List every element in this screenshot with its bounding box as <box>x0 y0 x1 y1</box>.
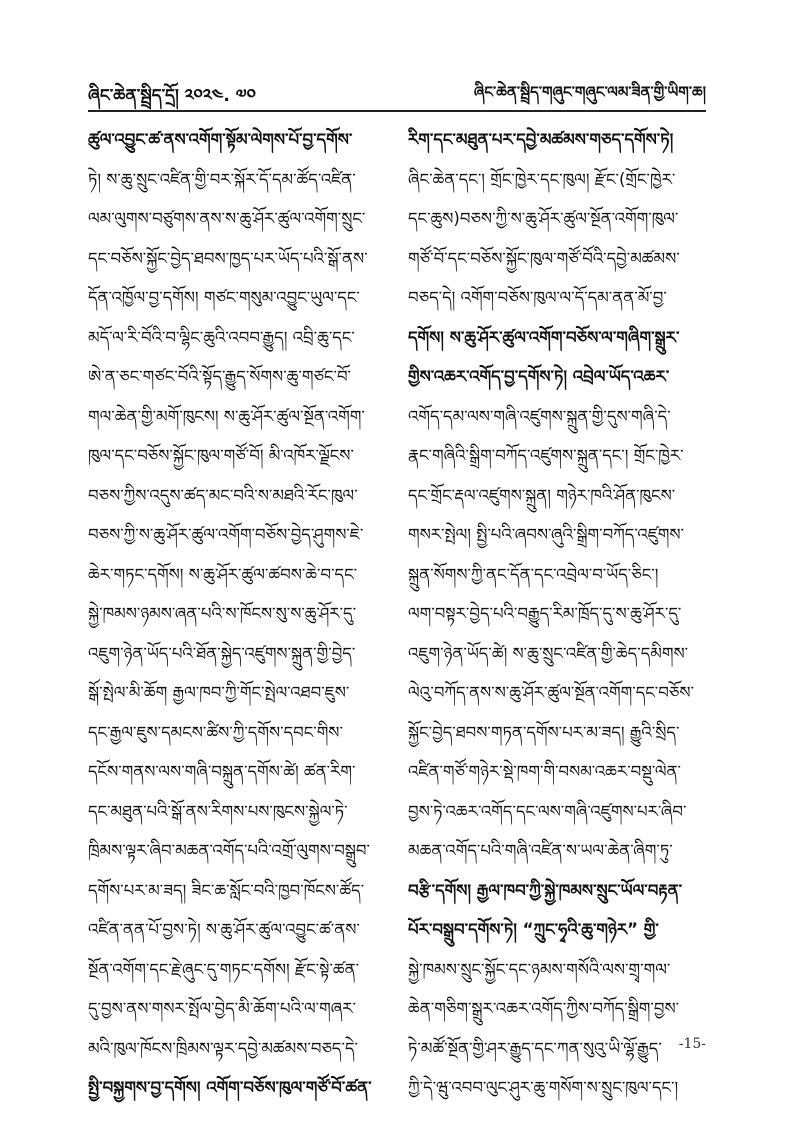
text-line: འགོད་དམ་ལས་གཞི་འཛུགས་སྐྲུན་གྱི་དུས་གཞི་དེ་ <box>408 406 671 426</box>
text-line: ཆེར་གཏང་དགོས། ས་ཆུ་ཤོར་ཚུལ་ཚབས་ཆེ་བ་དང་ <box>88 564 358 584</box>
text-line: མཆན་འགོད་པའི་གཞི་འཛིན་ས་ཡལ་ཆེན་ཞིག་ཏུ་ <box>408 841 673 860</box>
text-line: དང་མཐུན་པའི་སྒོ་ནས་རིགས་པས་ཁུངས་སྐྱེལ་ཏེ་ <box>88 801 348 821</box>
text-line: ལག་བསྟར་བྱེད་པའི་བརྒྱུད་རིམ་ཁྲོད་དུ་ས་ཆུ་ཤོར་དུ་ <box>408 604 682 623</box>
text-line: དང་ཆུས)བཅས་ཀྱི་ས་ཆུ་ཤོར་ཚུལ་སྔོན་འགོག་ཁུལ་ <box>408 209 679 228</box>
text-line: པོར་བསྒྲུབ་དགོས་ཏེ། “ཀྲུང་ཧྭའི་ཆུ་གཉེར” གྱི་ <box>408 920 659 939</box>
text-line: དགོས། ས་ཆུ་ཤོར་ཚུལ་འགོག་བཅོས་ལ་གཞིག་སྒྲུར་ <box>408 327 680 347</box>
text-line: ཚུལ་འབྱུང་ཚ་ནས་འགོག་སྟོམ་ལེགས་པོ་བྱ་དགོས་ <box>88 130 353 149</box>
running-title: ཞིང་ཆེན་སྦྲིད་གཞུང་གཞུང་ལམ་ཟིན་གྱི་ཡིག་ཆ། <box>473 83 706 101</box>
text-line: མའི་ཁུལ་ཁོངས་ཁྲིམས་ལྟར་དབྱེ་མཚམས་བཅད་དེ་ <box>88 1038 358 1058</box>
text-line: མདོ་ལ་རི་བོའི་བ་ལྷིང་ཆུའི་འབབ་རྒྱུད། འབྲི་ཆུ་དང་ <box>88 327 355 347</box>
text-line: ཏེ་མཚོ་སྔོན་གྱི་ཤར་རྒྱུད་དང་ཀན་སུའུ་ཡི་ལྷོ་རྒྱུད་ <box>408 1038 662 1058</box>
text-line: བཅས་ཀྱིས་འདུས་ཚད་མང་བའི་ས་མཐའི་རོང་ཁུལ་ <box>88 485 358 505</box>
text-line: ལམ་ལུགས་བཙུགས་ནས་ས་ཆུ་ཤོར་ཚུལ་འགོག་སྲུང་ <box>88 209 366 228</box>
text-line: ཨེ་ན་ཅང་གཙང་བོའི་སྟོད་རྒྱུད་སོགས་ཆུ་གཙང་བོ་ <box>88 367 352 386</box>
text-line: བརྩི་དགོས། རྒྱལ་ཁབ་ཀྱི་སྐྱེ་ཁམས་སྲུང་ཡོལ་བརྟན་ <box>408 880 683 900</box>
text-line: སྒོ་སྤེལ་མི་ཆོག རྒྱལ་ཁབ་ཀྱི་གོང་སྤེལ་འཐབ་ཇུས་ <box>88 683 350 702</box>
text-line: སྐྱེ་ཁམས་ཉམས་ཞན་པའི་ས་ཁོངས་སུ་ས་ཆུ་ཤོར་དུ་ <box>88 604 357 623</box>
text-line: འཛིན་གཙོ་གཉེར་སྡེ་ཁག་གི་བསམ་འཆར་བསྡུ་ལེན་ <box>408 762 681 781</box>
text-line: དགོས་པར་མ་ཟད། ཟིང་ཆ་སློང་བའི་ཁྱབ་ཁོངས་ཚོད་ <box>88 880 365 900</box>
text-line: ཀྱི་དེ་ཝུ་འབབ་ལུང་ཤུར་ཆུ་གསོག་ས་སྲུང་ཁུལ་དང་། <box>408 1078 679 1097</box>
text-line: དོན་འཁྱོལ་བྱ་དགོས། གཙང་གསུམ་འབྱུང་ཡུལ་དང་ <box>88 288 360 307</box>
text-line: ཁུལ་དང་བཅོས་སྐྱོང་ཁུལ་གཙོ་བོ། མི་འཁོར་ལྗོངས་ <box>88 446 354 465</box>
text-line: བཅས་ཀྱི་ས་ཆུ་ཤོར་ཚུལ་འགོག་བཅོས་བྱེད་ཤུགས་ཇེ་ <box>88 525 364 544</box>
text-line: ཆེན་གཅིག་སྒྲུར་འཆར་འགོད་ཀྱིས་བཀོད་སྒྲིག་བྱས་ <box>408 999 680 1018</box>
text-line: གཙོ་བོ་དང་བཅོས་སྐྱོང་ཁུལ་གཙོ་བོའི་དབྱེ་མཚམས་ <box>408 248 680 268</box>
text-line: སྐྱོང་བྱེད་ཐབས་གཏན་དགོས་པར་མ་ཟད། རྒྱུའི་སྲིད་ <box>408 722 680 742</box>
text-line: སྐྱེ་ཁམས་སྲུང་སྐྱོང་དང་ཉམས་གསོའི་ལས་གྲྭ་གལ་ <box>408 959 671 979</box>
page-header <box>88 70 706 104</box>
text-line: འཇུག་ཉེན་ཡོད་ཚེ། ས་ཆུ་སྲུང་འཛིན་གྱི་ཆེད་དམིགས་ <box>408 643 689 663</box>
left-text-column <box>88 120 386 1108</box>
text-line: སྔོན་འགོག་དང་རྗེ་ཞུང་དུ་གཏང་དགོས། རྫོང་སྟེ་ཚན་ <box>88 959 360 979</box>
text-line: བཅད་དེ། འགོག་བཅོས་ཁུལ་ལ་དོ་དམ་ནན་མོ་བྱ་ <box>408 288 667 307</box>
text-line: ལེའུ་བཀོད་ནས་ས་ཆུ་ཤོར་ཚུལ་སྔོན་འགོག་དང་བཅོས་ <box>408 683 694 702</box>
text-line: དང་བཅོས་སྐྱོང་བྱེད་ཐབས་ཁྱད་པར་ཡོད་པའི་སྒོ་ནས་ <box>88 248 368 268</box>
text-line: འཇུག་ཉེན་ཡོད་པའི་ཐོན་སྐྱེད་འཛུགས་སྐྲུན་གྱི་བྱེད་ <box>88 643 356 663</box>
text-line: རྣང་གཞིའི་སྒྲིག་བཀོད་འཛུགས་སྐྲུན་དང་། གྲོང་ཁྱེར་ <box>408 446 684 465</box>
text-line: འཛིན་ནན་པོ་བྱས་ཏེ། ས་ཆུ་ཤོར་ཚུལ་འབྱུང་ཚ་ནས་ <box>88 920 360 939</box>
text-line: སྤྱི་བསྐྱགས་བྱ་དགོས། འགོག་བཅོས་ཁུལ་གཙོ་བོ་ཚན་ <box>88 1078 372 1097</box>
text-line: དངོས་གནས་ལས་གཞི་བསྐྲུན་དགོས་ཚེ། ཚན་རིག་ <box>88 762 356 781</box>
text-line: དང་རྒྱལ་ཇུས་དམངས་ཚིས་ཀྱི་དགོས་དབང་གིས་ <box>88 722 343 742</box>
text-line: རིག་དང་མཐུན་པར་དབྱེ་མཚམས་གཅད་དགོས་ཏེ། <box>408 130 674 149</box>
text-line: གལ་ཆེན་གྱི་མགོ་ཁུངས། ས་ཆུ་ཤོར་ཚུལ་སྔོན་འགོག་ <box>88 406 365 426</box>
text-line: བྱས་ཏེ་འཆར་འགོད་དང་ལས་གཞི་འཛུགས་པར་ཞིབ་ <box>408 801 687 821</box>
text-line: དུ་བྱས་ནས་གསར་སྤོལ་བྱེད་མི་ཆོག་པའི་ལ་གཞར་ <box>88 999 356 1018</box>
text-line: ཏེ། ས་ཆུ་སྲུང་འཛིན་གྱི་བར་སྐོར་དོ་དམ་ཚོད་འཛིན་ <box>88 169 356 189</box>
text-line: ཁྲིམས་ལྟར་ཞིབ་མཆན་འགོད་པའི་འགྲོ་ལུགས་བསྒྲུབ་ <box>88 841 370 860</box>
journal-issue-info: ཞིང་ཆེན་སྦྲིད་དྲོ། ༢༠༢༤. ༧༠ <box>88 86 256 106</box>
right-text-column <box>408 120 706 1108</box>
text-line: གྱིས་འཆར་འགོད་བྱ་དགོས་ཏེ། འབྲེལ་ཡོད་འཆར་ <box>408 367 670 386</box>
header-rule <box>88 110 706 112</box>
text-line: ཞིང་ཆེན་དང་། གྲོང་ཁྱེར་དང་ཁུལ། རྫོང་(གྲོང་ཁྱེར་ <box>408 169 676 189</box>
text-line: དང་གྲོང་རྡལ་འཛུགས་སྐྲུན། གཉེར་ཁའི་ཤོན་ཁུངས་ <box>408 485 676 505</box>
page-number: -15- <box>678 1036 706 1052</box>
text-line: སྐྲུན་སོགས་ཀྱི་ནང་དོན་དང་འབྲེལ་བ་ཡོད་ཅིང་། <box>408 564 659 584</box>
text-line: གསར་སྤེལ། སྤྱི་པའི་ཞབས་ཞུའི་སྒྲིག་བཀོད་འཛུགས་ <box>408 525 684 544</box>
